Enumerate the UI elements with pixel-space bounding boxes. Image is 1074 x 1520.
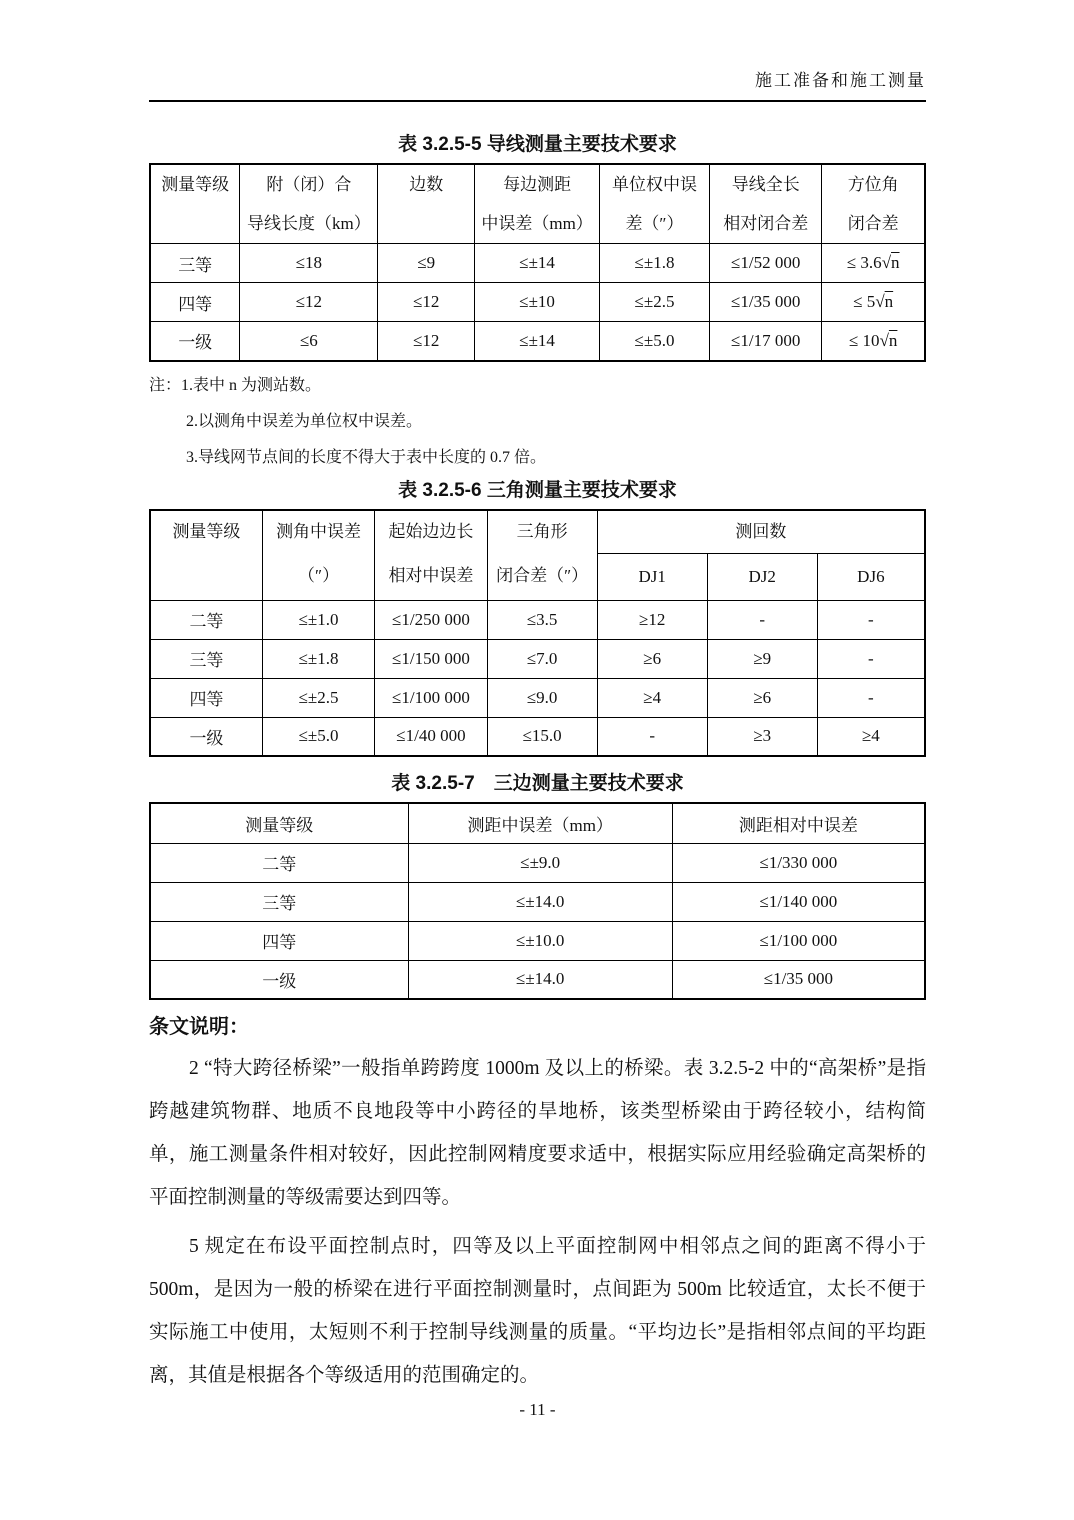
value-cell: ≥12 [597, 600, 707, 639]
value-cell: ≤12 [378, 322, 475, 361]
value-cell: ≤1/40 000 [375, 717, 487, 756]
running-header [149, 0, 926, 102]
value-cell: ≤9 [378, 244, 475, 283]
table-row [150, 283, 925, 322]
commentary-paragraph: 2 “特大跨径桥梁”一般指单跨跨度 1000m 及以上的桥梁。表 3.2.5-2 中的“高架桥”是指跨越建筑物群、地质不良地段等中小跨径的旱地桥，该类型桥梁由于跨径较小，结构简单，施工测量条件相对较好，因此控制网精度要求适中，根据实际应用经验确定高架桥的平面控制测量的等级需要达到四等。 [149, 1058, 926, 1208]
table2-caption: 表 3.2.5-6 三角测量主要技术要求 [398, 479, 677, 501]
table-header-row [150, 510, 925, 554]
triangulation-survey-table [149, 509, 926, 758]
table-row [150, 244, 925, 283]
table-row [150, 639, 925, 678]
value-cell: ≤±1.8 [599, 244, 709, 283]
table-row [150, 921, 925, 960]
table-row [150, 960, 925, 999]
table1-caption: 表 3.2.5-5 导线测量主要技术要求 [398, 134, 677, 155]
header-cell: 附（闭）合 导线长度（km） [240, 164, 378, 244]
header-cell: 测距相对中误差 [672, 803, 925, 843]
value-cell: ≤±10.0 [408, 921, 672, 960]
value-cell: - [817, 600, 925, 639]
header-cell: DJ1 [597, 553, 707, 600]
value-cell: ≥4 [817, 717, 925, 756]
grade-cell: 一级 [150, 322, 240, 361]
commentary-paragraph: 5 规定在布设平面控制点时，四等及以上平面控制网中相邻点之间的距离不得小于 500m，是因为一般的桥梁在进行平面控制测量时，点间距为 500m 比较适宜，太长不便于实际施工中使用，太短则不利于控制导线测量的质量。“平均边长”是指相邻点间的平均距离，其值是根据各个等级适用的范围确定的。 [149, 1236, 926, 1386]
header-cell: 测量等级 [150, 164, 240, 244]
value-cell: ≤±14 [475, 244, 600, 283]
header-cell: 边数 [378, 164, 475, 244]
header-cell: 单位权中误 差（″） [599, 164, 709, 244]
value-cell: ≤1/35 000 [672, 960, 925, 999]
trilateration-survey-table [149, 802, 926, 1000]
header-cell-rounds: 测回数 [597, 510, 925, 554]
azimuth-closure-cell: ≤ 10√n [822, 322, 925, 361]
note-label: 注： [149, 376, 182, 394]
header-cell: 三角形 闭合差（″） [487, 510, 597, 601]
grade-cell: 四等 [150, 678, 262, 717]
traverse-survey-table [149, 163, 926, 362]
header-cell: 测距中误差（mm） [408, 803, 672, 843]
value-cell: ≤1/52 000 [710, 244, 822, 283]
value-cell: ≤±9.0 [408, 843, 672, 882]
table-row [150, 322, 925, 361]
value-cell: ≤1/35 000 [710, 283, 822, 322]
value-cell: ≤12 [378, 283, 475, 322]
note-item: 注：1.表中 n 为测站数。 [149, 376, 322, 394]
value-cell: ≤1/150 000 [375, 639, 487, 678]
header-cell: 测量等级 [150, 510, 262, 601]
value-cell: ≤15.0 [487, 717, 597, 756]
value-cell: ≥3 [707, 717, 817, 756]
table-row [150, 882, 925, 921]
header-cell: 每边测距 中误差（mm） [475, 164, 600, 244]
value-cell: - [817, 678, 925, 717]
value-cell: ≤±2.5 [262, 678, 374, 717]
note-item: 3.导线网节点间的长度不得大于表中长度的 0.7 倍。 [186, 448, 547, 466]
azimuth-closure-cell: ≤ 5√n [822, 283, 925, 322]
table-notes [149, 368, 926, 476]
value-cell: ≤1/100 000 [672, 921, 925, 960]
value-cell: ≤±1.0 [262, 600, 374, 639]
grade-cell: 四等 [150, 283, 240, 322]
value-cell: ≤1/100 000 [375, 678, 487, 717]
value-cell: ≤7.0 [487, 639, 597, 678]
value-cell: ≥4 [597, 678, 707, 717]
radical-sign: √ [875, 292, 885, 311]
value-cell: ≤±2.5 [599, 283, 709, 322]
value-cell: ≤6 [240, 322, 378, 361]
value-cell: ≤1/17 000 [710, 322, 822, 361]
value-cell: ≤3.5 [487, 600, 597, 639]
table3-caption: 表 3.2.5-7 三边测量主要技术要求 [391, 773, 684, 794]
header-cell: 方位角 闭合差 [822, 164, 925, 244]
page-number: - 11 - [519, 1400, 556, 1419]
value-cell: - [707, 600, 817, 639]
grade-cell: 一级 [150, 960, 408, 999]
value-cell: ≤12 [240, 283, 378, 322]
table-row [150, 843, 925, 882]
running-header-title: 施工准备和施工测量 [755, 71, 926, 90]
value-cell: ≤±10 [475, 283, 600, 322]
grade-cell: 二等 [150, 843, 408, 882]
header-cell: 测量等级 [150, 803, 408, 843]
table-header-row [150, 803, 925, 843]
value-cell: ≤±1.8 [262, 639, 374, 678]
grade-cell: 三等 [150, 882, 408, 921]
radical-sign: √ [879, 330, 889, 350]
commentary-section [149, 1014, 926, 1397]
value-cell: ≥9 [707, 639, 817, 678]
value-cell: ≤18 [240, 244, 378, 283]
value-cell: ≤±14 [475, 322, 600, 361]
commentary-heading: 条文说明： [149, 1016, 249, 1038]
table-header-row [150, 164, 925, 244]
header-cell: DJ2 [707, 553, 817, 600]
value-cell: - [817, 639, 925, 678]
grade-cell: 三等 [150, 639, 262, 678]
value-cell: ≤±14.0 [408, 882, 672, 921]
table-row [150, 600, 925, 639]
grade-cell: 三等 [150, 244, 240, 283]
grade-cell: 四等 [150, 921, 408, 960]
value-cell: ≤1/330 000 [672, 843, 925, 882]
value-cell: ≤1/250 000 [375, 600, 487, 639]
value-cell: - [597, 717, 707, 756]
table-row [150, 678, 925, 717]
grade-cell: 二等 [150, 600, 262, 639]
radical-sign: √ [881, 253, 892, 272]
table-row [150, 717, 925, 756]
header-cell: DJ6 [817, 553, 925, 600]
header-cell: 起始边边长 相对中误差 [375, 510, 487, 601]
note-item: 2.以测角中误差为单位权中误差。 [186, 412, 423, 430]
value-cell: ≤1/140 000 [672, 882, 925, 921]
value-cell: ≥6 [597, 639, 707, 678]
value-cell: ≤±5.0 [599, 322, 709, 361]
value-cell: ≥6 [707, 678, 817, 717]
grade-cell: 一级 [150, 717, 262, 756]
value-cell: ≤9.0 [487, 678, 597, 717]
azimuth-closure-cell: ≤ 3.6√n [822, 244, 925, 283]
value-cell: ≤±14.0 [408, 960, 672, 999]
page-content [149, 0, 926, 1419]
header-cell: 测角中误差 （″） [262, 510, 374, 601]
header-cell: 导线全长 相对闭合差 [710, 164, 822, 244]
value-cell: ≤±5.0 [262, 717, 374, 756]
